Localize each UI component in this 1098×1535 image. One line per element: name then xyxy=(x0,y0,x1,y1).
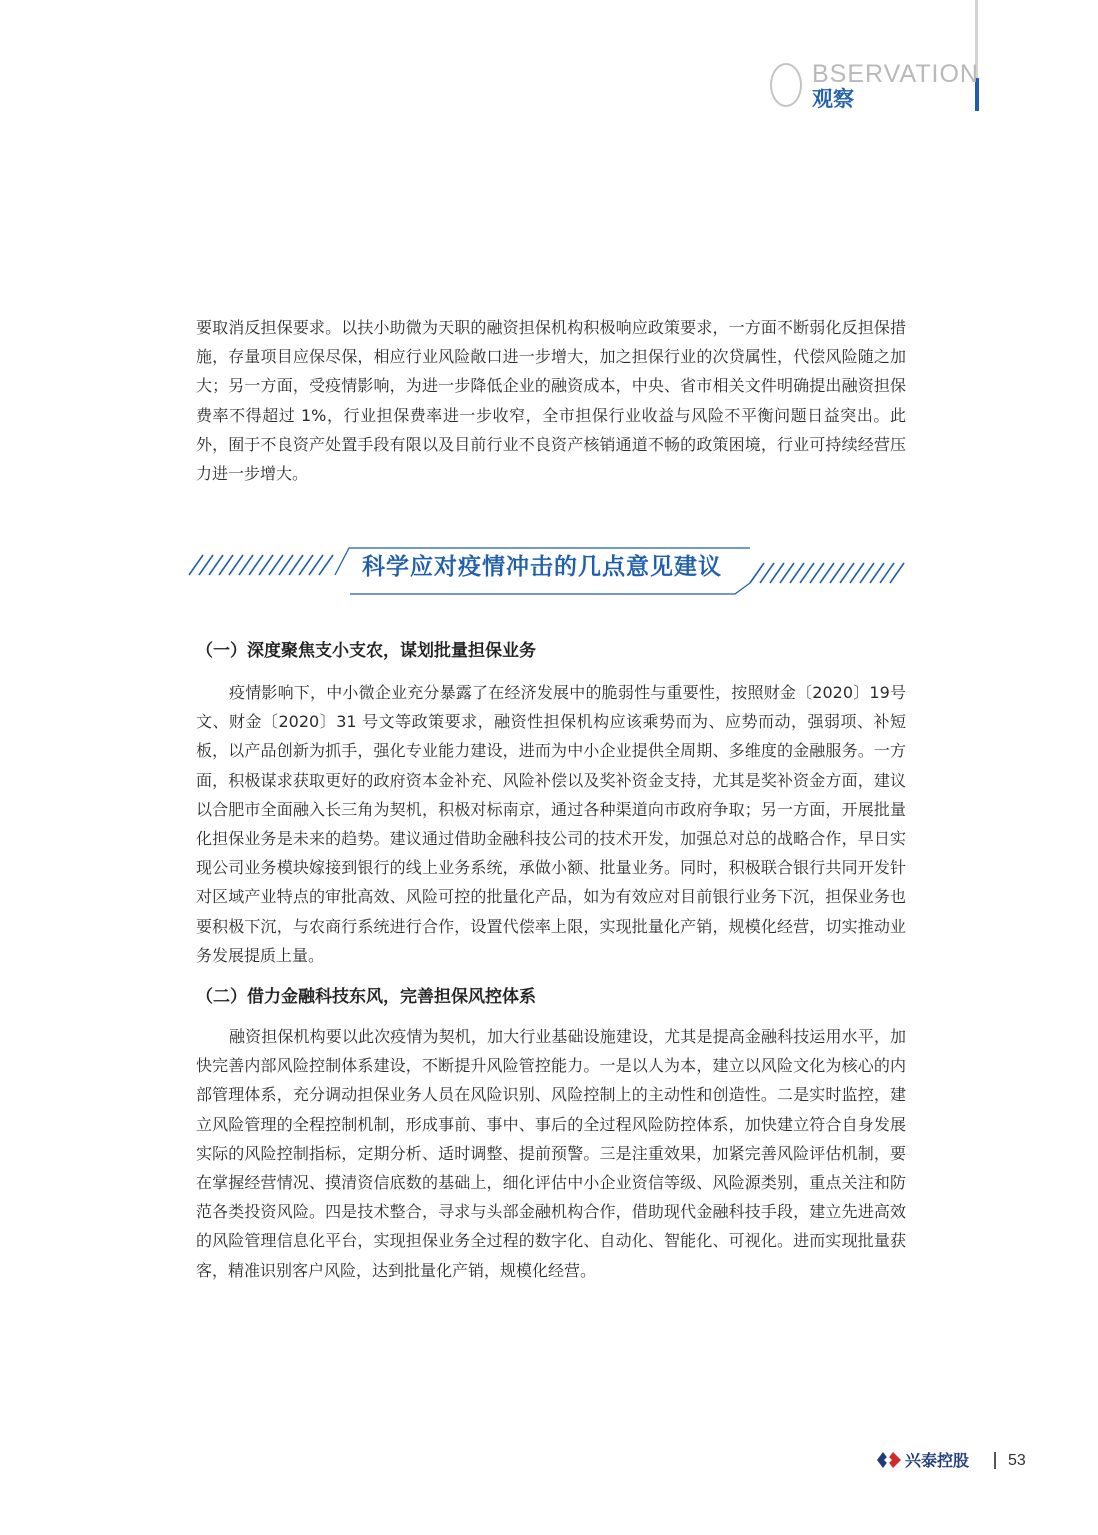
paragraph-subsection-1: 疫情影响下，中小微企业充分暴露了在经济发展中的脆弱性与重要性，按照财金〔2020〕19号文、财金〔2020〕31 号文等政策要求，融资性担保机构应该乘势而为、应势而动，强弱项、补短板，以产品创新为抓手，强化专业能力建设，进而为中小企业提供全周期、多维度的金融服务。一方面，积极谋求获取更好的政府资本金补充、风险补偿以及奖补资金支持，尤其是奖补资金方面，建议以合肥市全面融入长三角为契机，积极对标南京，通过各种渠道向市政府争取；另一方面，开展批量化担保业务是未来的趋势。建议通过借助金融科技公司的技术开发，加强总对总的战略合作，早日实现公司业务模块嫁接到银行的线上业务系统，承做小额、批量业务。同时，积极联合银行共同开发针对区域产业特点的审批高效、风险可控的批量化产品，如为有效应对目前银行业务下沉，担保业务也要积极下沉，与农商行系统进行合作，设置代偿率上限，实现批量化产销，规模化经营，切实推动业务发展提质上量。 xyxy=(196,683,906,965)
subsection-heading-1: （一）深度聚焦支小支农，谋划批量担保业务 xyxy=(196,641,536,661)
section-title: 科学应对疫情冲击的几点意见建议 xyxy=(362,554,722,580)
paragraph-subsection-2: 融资担保机构要以此次疫情为契机，加大行业基础设施建设，尤其是提高金融科技运用水平，加快完善内部风险控制体系建设，不断提升风险管控能力。一是以人为本，建立以风险文化为核心的内部管理体系，充分调动担保业务人员在风险识别、风险控制上的主动性和创造性。二是实时监控，建立风险管理的全程控制机制，形成事前、事中、事后的全过程风险防控体系，加快建立符合自身发展实际的风险控制指标，定期分析、适时调整、提前预警。三是注重效果，加紧完善风险评估机制，要在掌握经营情况、摸清资信底数的基础上，细化评估中小企业资信等级、风险源类别，重点关注和防范各类投资风险。四是技术整合，寻求与头部金融机构合作，借助现代金融科技手段，建立先进高效的风险管理信息化平台，实现担保业务全过程的数字化、自动化、智能化、可视化。进而实现批量获客，精准识别客户风险，达到批量化产销，规模化经营。 xyxy=(196,1027,906,1280)
subsection-heading-2: （二）借力金融科技东风，完善担保风控体系 xyxy=(196,987,536,1007)
header-chinese-title: 观察 xyxy=(812,87,854,111)
footer-separator xyxy=(994,1452,996,1469)
paragraph-intro: 要取消反担保要求。以扶小助微为天职的融资担保机构积极响应政策要求，一方面不断弱化反担保措施，存量项目应保尽保，相应行业风险敞口进一步增大，加之担保行业的次贷属性，代偿风险随之加大；另一方面，受疫情影响，为进一步降低企业的融资成本，中央、省市相关文件明确提出融资担保费率不得超过 1%，行业担保费率进一步收窄，全市担保行业收益与风险不平衡问题日益突出。此外，囿于不良资产处置手段有限以及目前行业不良资产核销通道不畅的政策困境，行业可持续经营压力进一步增大。 xyxy=(196,318,906,484)
company-logo-icon xyxy=(875,1449,903,1471)
page-number: 53 xyxy=(1008,1452,1026,1469)
company-logo-text: 兴泰控股 xyxy=(905,1451,970,1470)
header-o-letter-circle xyxy=(770,63,802,107)
header-english-title: BSERVATION xyxy=(812,60,979,88)
